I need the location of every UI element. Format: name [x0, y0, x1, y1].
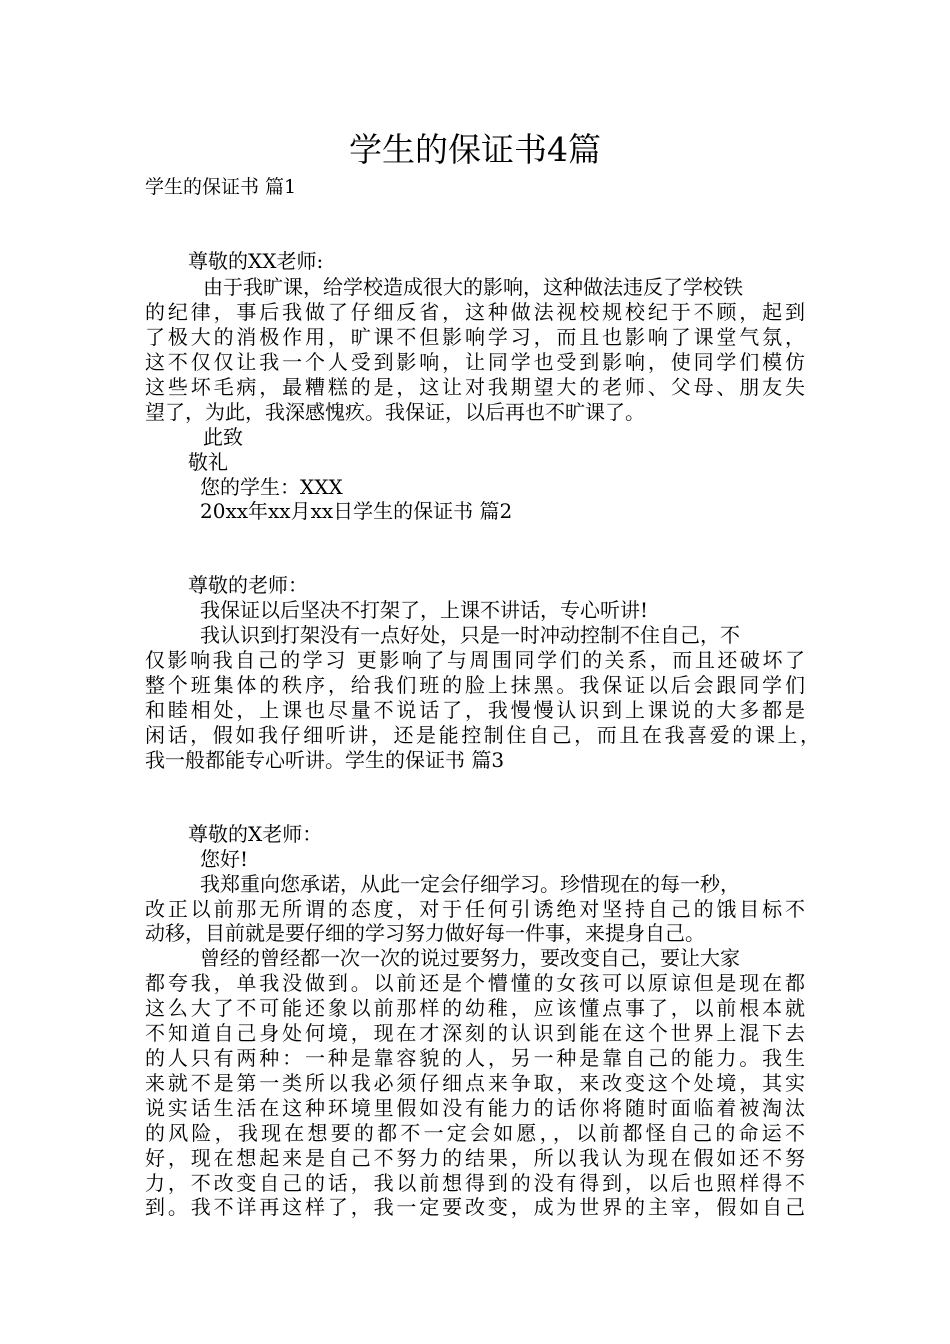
letter2-line: 我保证以后坚决不打架了，上课不讲话，专心听讲!: [200, 598, 649, 622]
letter3-line: 力，不改变自己的话，我以前想得到的没有得到，以后也照样得不: [145, 1171, 805, 1195]
letter2-line: 闲话，假如我仔细听讲，还是能控制住自己，而且在我喜爱的课上，: [145, 723, 820, 747]
letter1-line: 了极大的消极作用，旷课不但影响学习，而且也影响了课堂气氛，: [145, 325, 805, 349]
letter1-closing: 此致: [203, 425, 243, 449]
letter3-line: 我郑重向您承诺，从此一定会仔细学习。珍惜现在的每一秒，: [200, 872, 740, 896]
letter2-line: 仅影响我自己的学习 更影响了与周围同学们的关系，而且还破坏了: [145, 648, 805, 672]
section-heading-1: 学生的保证书 篇1: [145, 176, 297, 198]
letter1-line: 这不仅仅让我一个人受到影响，让同学也受到影响，使同学们模仿: [145, 350, 805, 374]
letter3-line: 曾经的曾经都一次一次的说过要努力，要改变自己，要让大家: [200, 946, 740, 970]
letter2-line-and-heading-3: 我一般都能专心听讲。学生的保证书 篇3: [145, 748, 505, 772]
letter2-greeting: 尊敬的老师：: [188, 573, 308, 597]
letter3-line: 这么大了不可能还象以前那样的幼稚，应该懂点事了，以前根本就: [145, 996, 805, 1020]
letter3-line: 都夸我，单我没做到。以前还是个懵懂的女孩可以原谅但是现在都: [145, 971, 805, 995]
letter3-line: 动移，目前就是要仔细的学习努力做好每一件事，来提身自己。: [145, 921, 705, 945]
letter2-line: 整个班集体的秩序，给我们班的脸上抹黑。我保证以后会跟同学们: [145, 673, 805, 697]
letter3-hello: 您好!: [200, 847, 249, 871]
letter1-line: 的纪律，事后我做了仔细反省，这种做法视校规校纪于不顾，起到: [145, 300, 805, 324]
letter3-line: 到。我不详再这样了，我一定要改变，成为世界的主宰，假如自己: [145, 1195, 805, 1219]
letter1-greeting: 尊敬的XX老师:: [188, 249, 324, 273]
letter3-line: 不知道自己身处何境，现在才深刻的认识到能在这个世界上混下去: [145, 1021, 805, 1045]
letter1-signature: 您的学生：XXX: [200, 475, 343, 499]
letter1-salute: 敬礼: [188, 450, 228, 474]
letter2-line: 我认识到打架没有一点好处，只是一时冲动控制不住自己，不: [200, 623, 740, 647]
letter1-date-and-heading-2: 20xx年xx月xx日学生的保证书 篇2: [200, 499, 513, 523]
letter3-line: 说实话生活在这种环境里假如没有能力的话你将随时面临着被淘汰: [145, 1096, 805, 1120]
document-title: 学生的保证书4篇: [349, 130, 601, 169]
letter3-greeting: 尊敬的X老师：: [188, 822, 323, 846]
letter3-line: 的人只有两种：一种是靠容貌的人，另一种是靠自己的能力。我生: [145, 1046, 805, 1070]
letter1-line: 这些坏毛病，最糟糕的是，这让对我期望大的老师、父母、朋友失: [145, 375, 805, 399]
letter3-line: 来就不是第一类所以我必须仔细点来争取，来改变这个处境，其实: [145, 1071, 805, 1095]
letter1-line: 由于我旷课，给学校造成很大的影响，这种做法违反了学校铁: [203, 275, 743, 299]
letter3-line: 改正以前那无所谓的态度，对于任何引诱绝对坚持自己的饿目标不: [145, 897, 805, 921]
letter3-line: 好，现在想起来是自己不努力的结果，所以我认为现在假如还不努: [145, 1146, 805, 1170]
letter2-line: 和睦相处，上课也尽量不说话了，我慢慢认识到上课说的大多都是: [145, 698, 805, 722]
letter1-line: 望了，为此，我深感愧疚。我保证，以后再也不旷课了。: [145, 400, 645, 424]
letter3-line: 的风险，我现在想要的都不一定会如愿，，以前都怪自己的命运不: [145, 1121, 805, 1145]
